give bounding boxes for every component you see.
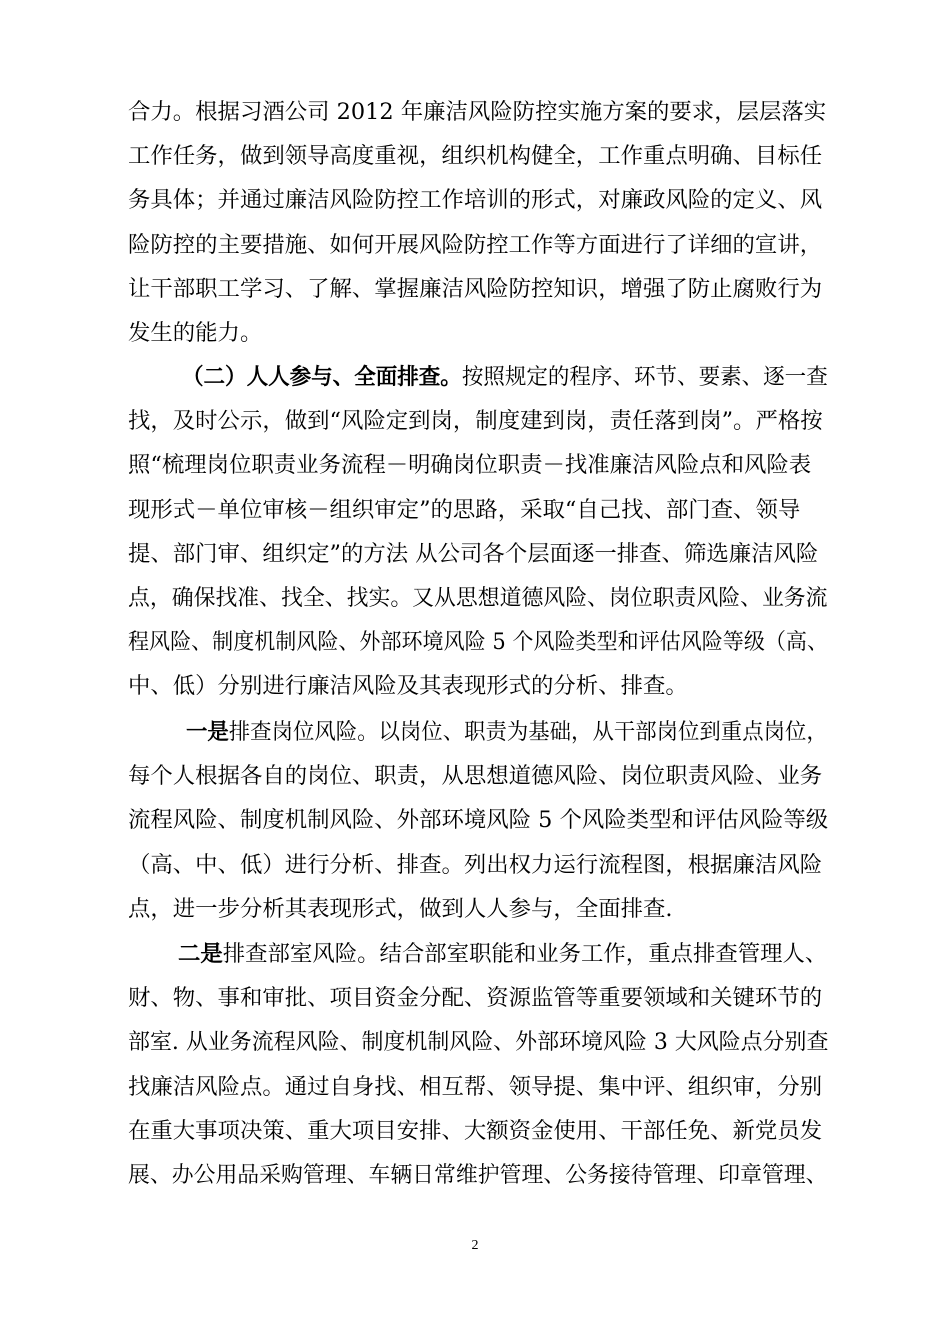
text-line [178,934,827,974]
text-line [128,445,811,485]
line-text: 务具体；并通过廉洁风险防控工作培训的形式，对廉政风险的定义、风 [128,187,823,214]
line-text: 现形式－单位审核－组织审定”的思路，采取“自己找、部门查、领导 [128,496,801,523]
text-line [128,136,822,176]
line-text: 流程风险、制度机制风险、外部环境风险 5 个风险类型和评估风险等级 [128,807,829,834]
section-heading: 二是 [178,941,223,967]
line-text: 中、低）分别进行廉洁风险及其表现形式的分析、排查。 [128,673,688,700]
line-text: 程风险、制度机制风险、外部环境风险 5 个风险类型和评估风险等级（高、 [128,629,828,656]
line-text: 展、办公用品采购管理、车辆日常维护管理、公务接待管理、印章管理、 [128,1162,828,1188]
line-text: 发生的能力。 [128,320,263,346]
text-line [128,1155,828,1195]
text-line [128,313,262,353]
text-line [128,534,818,574]
section-heading: （二）人人参与、全面排查。 [182,364,462,390]
text-line [182,357,828,397]
text-line [128,1022,828,1062]
text-line [128,490,800,530]
text-line [128,978,822,1018]
text-line [128,1067,822,1107]
line-text: 财、物、事和审批、项目资金分配、资源监管等重要领域和关键环节的 [128,985,823,1012]
text-line [128,666,688,706]
text-line [186,712,828,752]
text-line [128,622,828,662]
page-number: 2 [471,1238,479,1253]
line-text: 点，进一步分析其表现形式，做到人人参与，全面排查. [128,895,673,922]
line-text: 部室. 从业务流程风险、制度机制风险、外部环境风险 3 大风险点分别查 [128,1029,829,1056]
line-text: 合力。根据习酒公司 2012 年廉洁风险防控实施方案的要求，层层落实 [128,99,827,125]
text-line [128,889,673,929]
line-text: 找，及时公示，做到“风险定到岗，制度建到岗，责任落到岗”。严格按 [128,408,823,435]
section-heading: 一是 [186,719,229,745]
text-line [128,225,822,265]
line-text: 按照规定的程序、环节、要素、逐一查 [461,364,828,390]
line-text: 排查部室风险。结合部室职能和业务工作，重点排查管理人、 [222,941,828,967]
text-line [128,1111,822,1151]
line-text: 在重大事项决策、重大项目安排、大额资金使用、干部任免、新党员发 [128,1117,823,1144]
text-line [128,800,828,840]
text-line [128,92,826,132]
line-text: 每个人根据各自的岗位、职责，从思想道德风险、岗位职责风险、业务 [128,763,823,790]
line-text: 照“梳理岗位职责业务流程－明确岗位职责－找准廉洁风险点和风险表 [128,452,812,479]
line-text: 提、部门审、组织定”的方法 从公司各个层面逐一排查、筛选廉洁风险 [128,540,819,567]
line-text: 工作任务，做到领导高度重视，组织机构健全，工作重点明确、目标任 [128,143,823,170]
line-text: 让干部职工学习、了解、掌握廉洁风险防控知识，增强了防止腐败行为 [128,275,823,302]
text-line [128,269,822,309]
text-line [128,180,822,220]
line-text: （高、中、低）进行分析、排查。列出权力运行流程图，根据廉洁风险 [128,851,823,878]
text-line [128,756,822,796]
text-line [128,401,823,441]
line-text: 排查岗位风险。以岗位、职责为基础，从干部岗位到重点岗位， [228,719,828,745]
line-text: 找廉洁风险点。通过自身找、相互帮、领导提、集中评、组织审，分别 [128,1073,823,1100]
text-line [128,845,822,885]
text-line [128,578,828,618]
line-text: 险防控的主要措施、如何开展风险防控工作等方面进行了详细的宣讲， [128,231,823,258]
line-text: 点，确保找准、找全、找实。又从思想道德风险、岗位职责风险、业务流 [128,585,828,611]
